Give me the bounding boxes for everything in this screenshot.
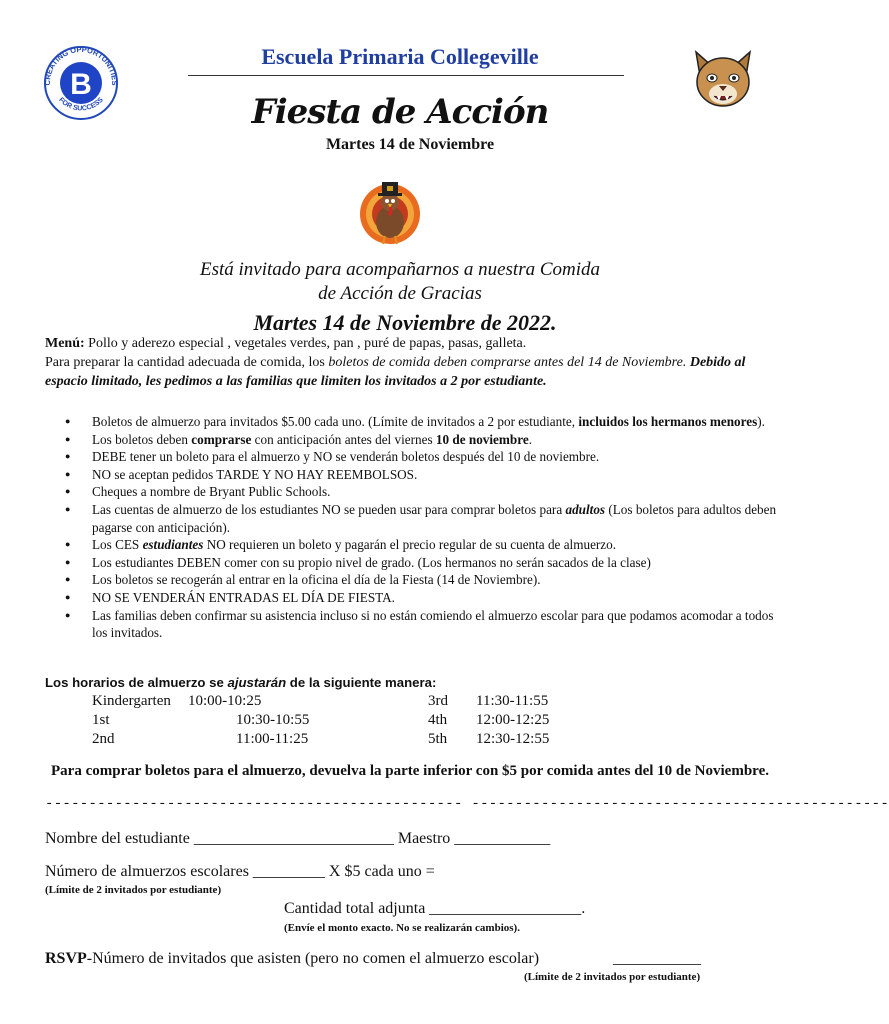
- list-item: ● Boletos de almuerzo para invitados $5.00 cada uno. (Límite de invitados a 2 por estudiante, incluidos los hermanos menores).: [50, 413, 790, 431]
- total-amount-field[interactable]: ___________________.: [429, 900, 586, 917]
- schedule-grade: 1st: [92, 712, 110, 728]
- menu-items: Pollo y aderezo especial , vegetales verdes, pan , puré de papas, pasas, galleta.: [84, 336, 527, 351]
- schedule-time: 11:30-11:55: [476, 693, 549, 709]
- rsvp-limit-note: (Límite de 2 invitados por estudiante): [524, 971, 701, 983]
- svg-text:B: B: [70, 68, 92, 101]
- schedule-grade: Kindergarten: [92, 693, 171, 709]
- list-item: ● Los CES estudiantes NO requieren un boleto y pagarán el precio regular de su cuenta de almuerzo.: [50, 536, 790, 554]
- rsvp-guest-field[interactable]: ___________: [613, 950, 701, 967]
- invitation-line-2: de Acción de Gracias: [318, 283, 482, 304]
- list-item: ● Las cuentas de almuerzo de los estudiantes NO se pueden usar para comprar boletos para adultos (Los boletos para adultos deben pagarse con anticipación).: [50, 501, 790, 536]
- student-name-field[interactable]: _________________________: [193, 830, 394, 847]
- schedule-grade: 5th: [428, 731, 448, 747]
- event-title: Fiesta de Acción: [251, 92, 549, 132]
- schedule-grade: 4th: [428, 712, 448, 728]
- schedule-time: 12:00-12:25: [476, 712, 550, 728]
- list-item: ● DEBE tener un boleto para el almuerzo y NO se venderán boletos después del 10 de noviembre.: [50, 448, 790, 466]
- schedule-time: 11:00-11:25: [236, 731, 309, 747]
- lunch-count-row: [45, 863, 435, 881]
- schedule-grade: 2nd: [92, 731, 115, 747]
- title-divider: [188, 75, 624, 76]
- school-name: Escuela Primaria Collegeville: [261, 44, 539, 69]
- menu-label: Menú:: [45, 336, 85, 351]
- total-label: Cantidad total adjunta: [284, 900, 430, 917]
- student-name-label: Nombre del estudiante: [45, 830, 190, 847]
- schedule-heading: Los horarios de almuerzo se ajustarán de la siguiente manera:: [45, 675, 437, 690]
- invitation-text: [0, 258, 800, 306]
- invitation-line-1: Está invitado para acompañarnos a nuestra Comida: [199, 259, 601, 280]
- guest-limit-note: (Límite de 2 invitados por estudiante): [45, 884, 222, 896]
- list-item: ● Los boletos deben comprarse con anticipación antes del viernes 10 de noviembre.: [50, 431, 790, 449]
- prep-deadline: boletos de comida deben comprarse antes del 14 de Noviembre.: [328, 355, 687, 370]
- invitation-date: Martes 14 de Noviembre de 2022.: [253, 310, 557, 335]
- lunch-count-field[interactable]: _________: [252, 863, 325, 880]
- preparation-paragraph: [45, 353, 760, 391]
- lunch-price-calc: X $5 cada uno =: [324, 863, 435, 880]
- teacher-label: Maestro: [393, 830, 455, 847]
- event-date: Martes 14 de Noviembre: [325, 136, 495, 153]
- rules-list: [50, 413, 790, 642]
- teacher-field[interactable]: ____________: [454, 830, 551, 847]
- list-item: ● NO SE VENDERÁN ENTRADAS EL DÍA DE FIESTA.: [50, 589, 790, 607]
- list-item: ● NO se aceptan pedidos TARDE Y NO HAY REEMBOLSOS.: [50, 466, 790, 484]
- total-row: [284, 900, 585, 918]
- list-item: ● Cheques a nombre de Bryant Public Schools.: [50, 483, 790, 501]
- rsvp-text: -Número de invitados que asisten (pero no comen el almuerzo escolar): [86, 950, 540, 967]
- rsvp-row: [45, 950, 539, 968]
- schedule-time: 10:00-10:25: [188, 693, 262, 709]
- svg-text:CREATING OPPORTUNITIES: CREATING OPPORTUNITIES: [42, 44, 120, 86]
- purchase-instructions: Para comprar boletos para el almuerzo, devuelva la parte inferior con $5 por comida antes del 10 de Noviembre.: [51, 763, 769, 779]
- menu-line: [45, 335, 765, 353]
- prep-limit-notice: Debido al espacio limitado, les pedimos a las familias que limiten los invitados a 2 por estudiante.: [45, 355, 746, 389]
- svg-text:FOR SUCCESS: FOR SUCCESS: [57, 96, 105, 113]
- student-teacher-row: [45, 830, 550, 848]
- list-item: ● Los boletos se recogerán al entrar en la oficina el día de la Fiesta (14 de Noviembre).: [50, 571, 790, 589]
- exact-amount-note: (Envíe el monto exacto. No se realizarán cambios).: [284, 922, 520, 934]
- list-item: ● Los estudiantes DEBEN comer con su propio nivel de grado. (Los hermanos no serán sacados de la clase): [50, 554, 790, 572]
- rsvp-label: RSVP: [45, 950, 87, 967]
- turkey-icon: [354, 176, 426, 248]
- schedule-time: 12:30-12:55: [476, 731, 550, 747]
- list-item: ● Las familias deben confirmar su asistencia incluso si no están comiendo el almuerzo escolar para que podamos acomodar a todos los invitados.: [50, 607, 790, 642]
- schedule-grade: 3rd: [428, 693, 448, 709]
- lunch-count-label: Número de almuerzos escolares: [45, 863, 253, 880]
- cut-line: ------------------------------------------------ ------------------------------------------------: [45, 796, 889, 812]
- schedule-time: 10:30-10:55: [236, 712, 310, 728]
- prep-text: Para preparar la cantidad adecuada de comida, los: [45, 355, 329, 370]
